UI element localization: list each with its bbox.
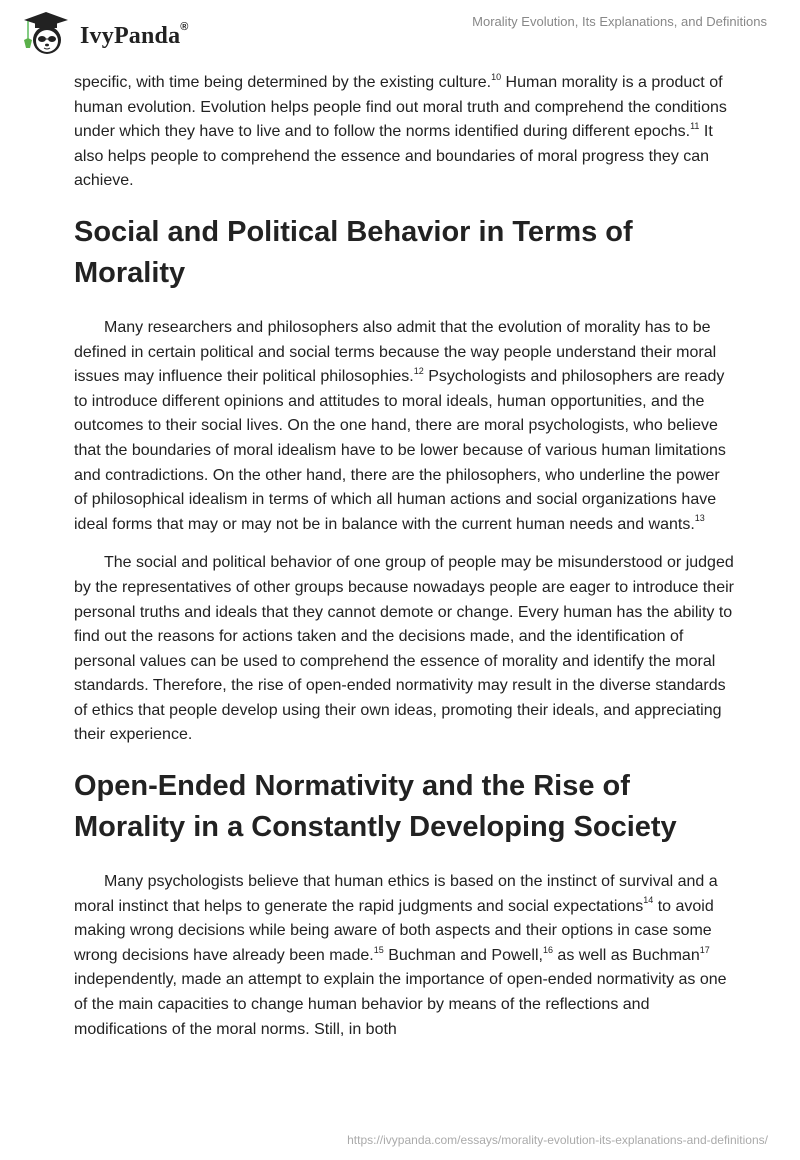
footnote-ref[interactable]: 16 <box>542 944 553 955</box>
brand-name: IvyPanda® <box>80 20 189 49</box>
section-heading: Social and Political Behavior in Terms of Morality <box>74 215 633 289</box>
footnote-ref[interactable]: 17 <box>699 944 710 955</box>
section-heading: Open-Ended Normativity and the Rise of Morality in a Constantly Developing Society <box>74 770 677 844</box>
footnote-ref[interactable]: 14 <box>643 895 654 906</box>
page-url[interactable]: https://ivypanda.com/essays/morality-evolution-its-explanations-and-definitions/ <box>347 1133 768 1147</box>
brand-logo[interactable] <box>18 10 189 56</box>
paragraph: The social and political behavior of one group of people may be misunderstood or judged by the representatives of other groups because nowadays people are eager to introduce their personal truths and ideals that they cannot demote or change. Every human has the ability to find out the reasons for actions taken and the decisions made, and the identification of personal values can be used to comprehend the essence of morality and identify the moral standards. Therefore, the rise of open-ended normativity may result in the diverse standards of ethics that people develop using their own ideas, promoting their ideals, and appreciating their experience. <box>74 554 734 744</box>
footnote-ref[interactable]: 11 <box>690 120 700 131</box>
footnote-ref[interactable]: 10 <box>491 71 502 82</box>
page-header <box>0 0 800 60</box>
paragraph: Many researchers and philosophers also admit that the evolution of morality has to be defined in certain political and social terms because the way people understand their moral issues may influence their political philosophies.$^{12}$ Psychologists and philosophers are ready to introduce different opinions and attitudes to moral ideals, human opportunities, and the outcomes to their social lives. On the one hand, there are moral psychologists, who believe that the boundaries of moral idealism have to be lower because of various human limitations and contradictions. On the other hand, there are the philosophers, who underline the power of philosophical idealism in terms of which all human actions and social organizations have ideal forms that may or may not be in balance with the current human needs and wants.$^{13}$ <box>74 318 726 533</box>
article-body <box>74 71 734 1056</box>
document-title: Morality Evolution, Its Explanations, and Definitions <box>472 14 767 29</box>
registered-mark: ® <box>180 20 189 33</box>
footnote-ref[interactable]: 12 <box>413 365 424 376</box>
footnote-ref[interactable]: 13 <box>694 513 705 524</box>
footnote-ref[interactable]: 15 <box>373 944 384 955</box>
paragraph: specific, with time being determined by the existing culture.$^{10}$ Human morality is a product of human evolution. Evolution helps people find out moral truth and comprehend the conditions under which they have to live and to follow the norms identified during different epochs.$^{11}$ It also helps people to comprehend the essence and boundaries of moral progress they can achieve. <box>74 71 727 190</box>
panda-graduate-icon <box>18 10 74 56</box>
paragraph: Many psychologists believe that human ethics is based on the instinct of survival and a moral instinct that helps to generate the rapid judgments and social expectations$^{14}$ to avoid making wrong decisions while being aware of both aspects and their options in case some wrong decisions have already been made.$^{15}$ Buchman and Powell,$^{16}$ as well as Buchman$^{17}$ independently, made an attempt to explain the importance of open-ended normativity as one of the main capacities to change human behavior by means of the reflections and modifications of the moral norms. Still, in both <box>74 873 727 1038</box>
